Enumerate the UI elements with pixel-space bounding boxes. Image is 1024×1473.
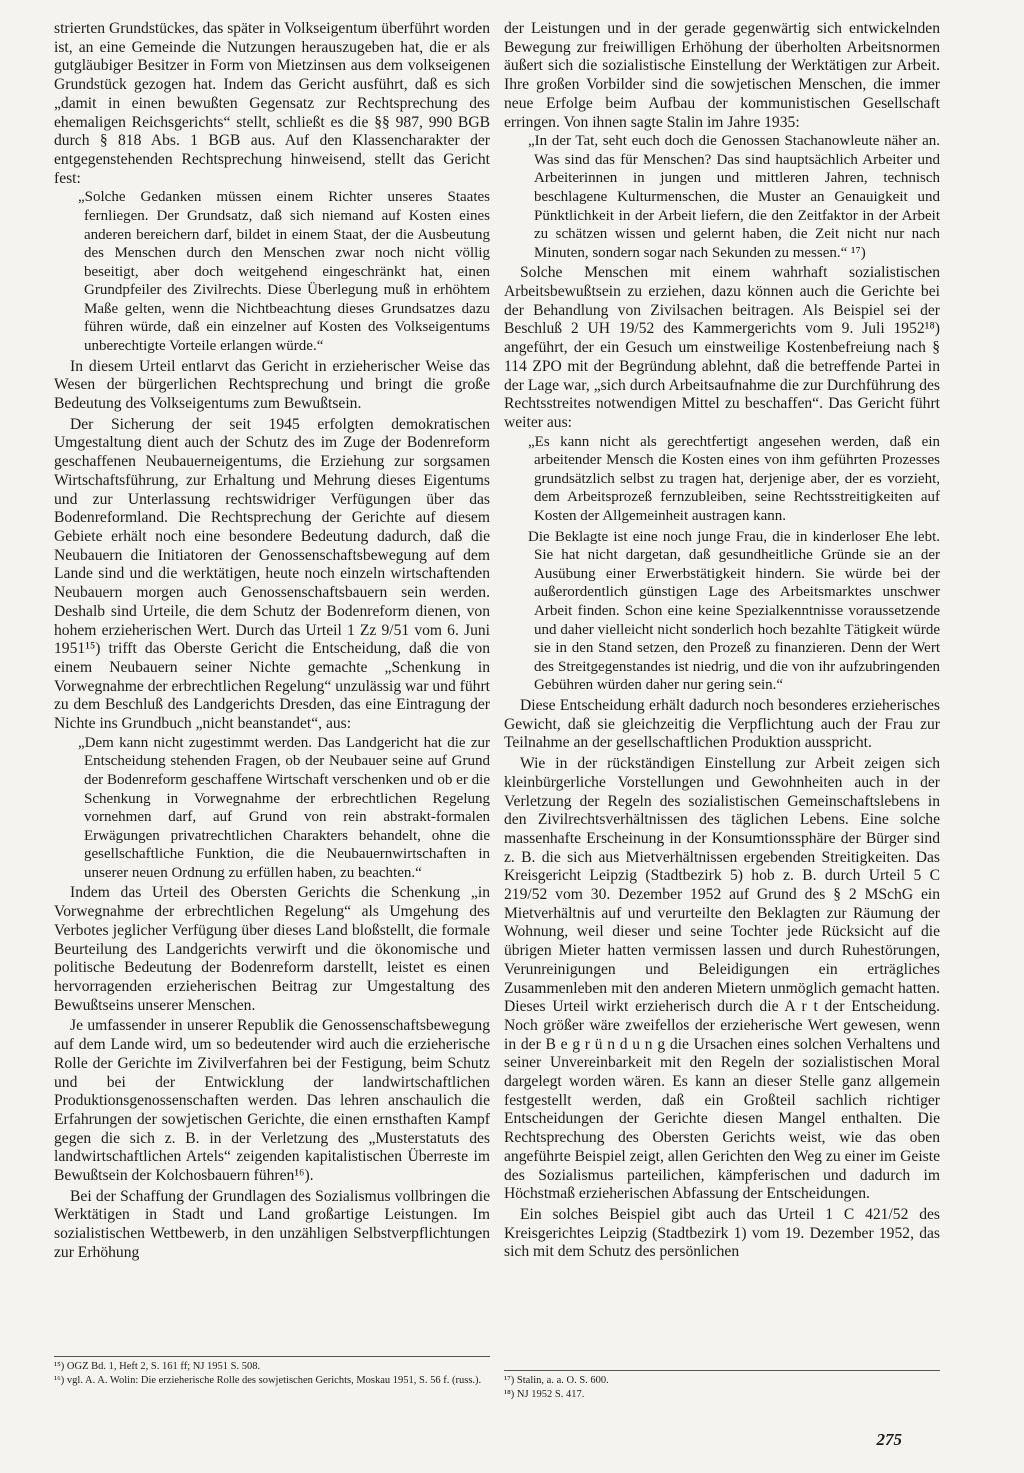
block-quote bbox=[78, 188, 490, 355]
body-paragraph: Bei der Schaffung der Grundlagen des Sozialismus vollbringen die Werktätigen in Stadt und Land großartige Leistungen. Im sozialistischen Wettbewerb, in den unzähligen Selbstverpflichtungen zur Erhöhung bbox=[54, 1187, 490, 1261]
body-paragraph: Wie in der rückständigen Einstellung zur Arbeit zeigen sich kleinbürgerliche Vorstellungen und Gewohnheiten auch in der Verletzung der Regeln des sozialistischen Gemeinschaftslebens in den Zivilrechtsverhältnissen des täglichen Lebens. Eine solche massenhafte Erscheinung in der Konsumtionssphäre der Bürger sind z. B. die sich aus Mietverhältnissen ergebenden Streitigkeiten. Das Kreisgericht Leipzig (Stadtbezirk 5) hob z. B. durch Urteil 5 C 219/52 vom 30. Dezember 1952 auf Grund des § 2 MSchG ein Mietverhältnis auf und verurteilte den Beklagten zur Räumung der Wohnung, weil dieser und seine Tochter jede Rücksicht auf die übrigen Mieter hatten vermissen lassen und durch Ruhestörungen, Verunreinigungen und Beleidigungen ein erträgliches Zusammenleben mit den anderen Mietern unmöglich gemacht hatten. Dieses Urteil wirkt erzieherisch durch die A r t der Entscheidung. Noch größer wäre zweifellos der erzieherische Wert gewesen, wenn in der B e g r ü n d u n g die Ursachen eines solchen Verhaltens und seiner Unvereinbarkeit mit den Regeln der sozialistischen Moral dargelegt worden wären. Es kann an dieser Stelle ganz allgemein festgestellt werden, daß ein Großteil sachlich richtiger Entscheidungen der Gerichte diesen Mangel enthalten. Die Rechtsprechung des Obersten Gerichts weist, wie das oben angeführte Beispiel zeigt, allen Gerichten den Weg zu einer im Geiste des Sozialismus parteilichen, kämpferischen und dadurch im Höchstmaß erzieherischen Abfassung der Entscheidungen. bbox=[504, 755, 940, 1203]
footnote: ¹⁵) OGZ Bd. 1, Heft 2, S. 161 ff; NJ 1951 S. 508. bbox=[54, 1361, 261, 1372]
body-paragraph: Indem das Urteil des Obersten Gerichts die Schenkung „in Vorwegnahme der erbrechtlichen Regelung“ als Umgehung des Verbotes jeglicher Verfügung über dieses Land bloßstellt, die formale Beurteilung des Landgerichts verwirft und die ökonomische und politische Bedeutung der Bodenreform darstellt, leistet es einen hervorragenden erzieherischen Beitrag zur Umgestaltung des Bewußtseins unserer Menschen. bbox=[54, 884, 490, 1014]
footnote: ¹⁷) Stalin, a. a. O. S. 600. bbox=[504, 1375, 609, 1386]
body-paragraph: Diese Entscheidung erhält dadurch noch besonderes erzieherisches Gewicht, daß sie gleichzeitig die Verpflichtung auch der Frau zur Teilnahme an der gesellschaftlichen Produktion ausspricht. bbox=[504, 697, 940, 752]
footnote: ¹⁶) vgl. A. A. Wolin: Die erzieherische Rolle des sowjetischen Gerichts, Moskau 1951, S. 56 f. (russ.). bbox=[54, 1375, 482, 1386]
left-column bbox=[54, 20, 490, 1263]
footnotes-left bbox=[54, 1356, 490, 1388]
quote-paragraph: Die Beklagte ist eine noch junge Frau, die in kinderloser Ehe lebt. Sie hat nicht dargetan, daß gesundheitliche Gründe sie an der Ausübung einer Erwerbstätigkeit hindern. Sie würde bei der außerordentlich günstigen Lage des Arbeitsmarktes unschwer Arbeit finden. Schon eine keine Spezialkenntnisse voraussetzende und daher vielleicht nicht sonderlich hoch bezahlte Tätigkeit würde sie in den Stand setzen, den Prozeß zu finanzieren. Denn der Wert des Streitgegenstandes ist niedrig, und die von ihr aufzubringenden Gebühren würden daher nur gering sein.“ bbox=[528, 528, 940, 694]
page-number: 275 bbox=[876, 1430, 902, 1449]
body-paragraph: Der Sicherung der seit 1945 erfolgten demokratischen Umgestaltung dient auch der Schutz des im Zuge der Bodenreform geschaffenen Neubauerneigentums, die Erziehung zur sorgsamen Wirtschaftsführung, zur Erhaltung und Mehrung dieses Eigentums und zur Unterlassung rechtswidriger Verfügungen über das Bodenreformland. Die Rechtsprechung der Gerichte auf diesem Gebiete erhält noch eine besondere Bedeutung dadurch, daß die Neubauern die Initiatoren der Genossenschaftsbewegung auf dem Lande sind und die werktätigen, heute noch einzeln wirtschaftenden Neubauern morgen auch Genossenschaftsbauern sein werden. Deshalb sind Urteile, die dem Schutz der Bodenreform dienen, von hohem erzieherischen Wert. Durch das Urteil 1 Zz 9/51 vom 6. Juni 1951¹⁵) trifft das Oberste Gericht die Entscheidung, daß die von einem Neubauern seiner Nichte gemachte „Schenkung in Vorwegnahme der erbrechtlichen Regelung“ unzulässig war und führt zu dem Beschluß des Landgerichts Dresden, das eine Eintragung der Nichte ins Grundbuch „nicht beanstandet“, aus: bbox=[54, 415, 490, 733]
block-quote bbox=[528, 528, 940, 695]
block-quote bbox=[528, 433, 940, 526]
footnote: ¹⁸) NJ 1952 S. 417. bbox=[504, 1389, 585, 1400]
body-paragraph: Je umfassender in unserer Republik die Genossenschaftsbewegung auf dem Lande wird, um so bedeutender wird auch die erzieherische Rolle der Gerichte im Zivilverfahren bei der Festigung, beim Schutz und bei der Entwicklung der landwirtschaftlichen Produktionsgenossenschaften werden. Das lehren anschaulich die Erfahrungen der sowjetischen Gerichte, die einen ernsthaften Kampf gegen die sich z. B. in der Verletzung des „Musterstatuts des landwirtschaftlichen Artels“ zeigenden kapitalistischen Überreste im Bewußtsein der Kolchosbauern führen¹⁶). bbox=[54, 1017, 490, 1185]
right-column bbox=[504, 20, 940, 1262]
quote-paragraph: „Solche Gedanken müssen einem Richter unseres Staates fernliegen. Der Grundsatz, daß sich niemand auf Kosten eines anderen bereichern darf, bildet in einem Staat, der die Ausbeutung des Menschen durch den Menschen zwar noch nicht völlig beseitigt, aber doch weitgehend eingeschränkt hat, einen Grundpfeiler des Zivilrechts. Diese Überlegung muß in erhöhtem Maße gelten, wenn die Nichtbeachtung dieses Grundsatzes dazu führen würde, daß ein einzelner auf Kosten des Volkseigentums unberechtigte Vorteile erlangen würde.“ bbox=[78, 189, 490, 355]
body-paragraph: der Leistungen und in der gerade gegenwärtig sich entwickelnden Bewegung zur freiwilligen Erhöhung der überholten Arbeitsnormen äußert sich die sozialistische Einstellung der Werktätigen zur Arbeit. Ihre großen Vorbilder sind die sowjetischen Menschen, die immer neue Erfolge beim Aufbau der kommunistischen Gesellschaft erringen. Von ihnen sagte Stalin im Jahre 1935: bbox=[504, 20, 940, 131]
quote-paragraph: „Es kann nicht als gerechtfertigt angesehen werden, daß ein arbeitender Mensch die Kosten eines von ihm geführten Prozesses grundsätzlich selbst zu tragen hat, derjenige aber, der es vorzieht, dem Arbeitsprozeß fernzubleiben, seine Rechtsstreitigkeiten auf Kosten der Allgemeinheit austragen kann. bbox=[528, 433, 940, 525]
footnotes-right bbox=[504, 1370, 940, 1402]
body-paragraph: In diesem Urteil entlarvt das Gericht in erzieherischer Weise das Wesen der bürgerlichen Rechtsprechung und bringt die große Bedeutung des Volkseigentums zum Bewußtsein. bbox=[54, 357, 490, 413]
quote-paragraph: „In der Tat, seht euch doch die Genossen Stachanowleute näher an. Was sind das für Menschen? Das sind hauptsächlich Arbeiter und Arbeiterinnen in jungen und mittleren Jahren, technisch beschlagene Kulturmenschen, die Muster an Genauigkeit und Pünktlichkeit in der Arbeit liefern, die den Zeitfaktor in der Arbeit zu schätzen wissen und gelernt haben, die Zeit nicht nur nach Minuten, sondern sogar nach Sekunden zu messen.“ ¹⁷) bbox=[528, 133, 940, 261]
body-paragraph: strierten Grundstückes, das später in Volkseigentum überführt worden ist, an eine Gemeinde die Nutzungen herauszugeben hat, die er als gutgläubiger Besitzer in Form von Mietzinsen aus dem volkseigenen Grundstück gezogen hat. Indem das Gericht ausführt, daß es sich „damit in einen bewußten Gegensatz zur Rechtsprechung des ehemaligen Reichsgerichts“ stellt, schließt es die §§ 987, 990 BGB durch § 818 Abs. 1 BGB aus. Auf den Klassencharakter der entgegenstehenden Rechtsprechung hinweisend, stellt das Gericht fest: bbox=[54, 20, 490, 187]
quote-paragraph: „Dem kann nicht zugestimmt werden. Das Landgericht hat die zur Entscheidung stehenden Fragen, ob der Neubauer seine auf Grund der Bodenreform geschaffene Wirtschaft verschenken und ob er die Schenkung in Vorwegnahme der erbrechtlichen Regelung vornehmen darf, auf Grund von rein abstrakt-formalen Erwägungen privatrechtlichen Charakters behandelt, ohne die gesellschaftliche Funktion, die die Neubauernwirtschaften in unserer neuen Ordnung zu erfüllen haben, zu beachten.“ bbox=[78, 734, 490, 881]
block-quote bbox=[528, 132, 940, 262]
body-paragraph: Ein solches Beispiel gibt auch das Urteil 1 C 421/52 des Kreisgerichtes Leipzig (Stadtbezirk 1) vom 19. Dezember 1952, das sich mit dem Schutz des persönlichen bbox=[504, 1206, 940, 1261]
block-quote bbox=[78, 734, 490, 883]
body-paragraph: Solche Menschen mit einem wahrhaft sozialistischen Arbeitsbewußtsein zu erziehen, dazu können auch die Gerichte bei der Behandlung von Zivilsachen beitragen. Als Beispiel sei der Beschluß 2 UH 19/52 des Kammergerichts vom 9. Juli 1952¹⁸) angeführt, der ein Gesuch um einstweilige Kostenbefreiung nach § 114 ZPO mit der Begründung ablehnt, daß die betreffende Partei in der Lage war, „sich durch Arbeitsaufnahme die zur Durchführung des Rechtsstreites notwendigen Mittel zu beschaffen“. Das Gericht führt weiter aus: bbox=[504, 264, 940, 431]
